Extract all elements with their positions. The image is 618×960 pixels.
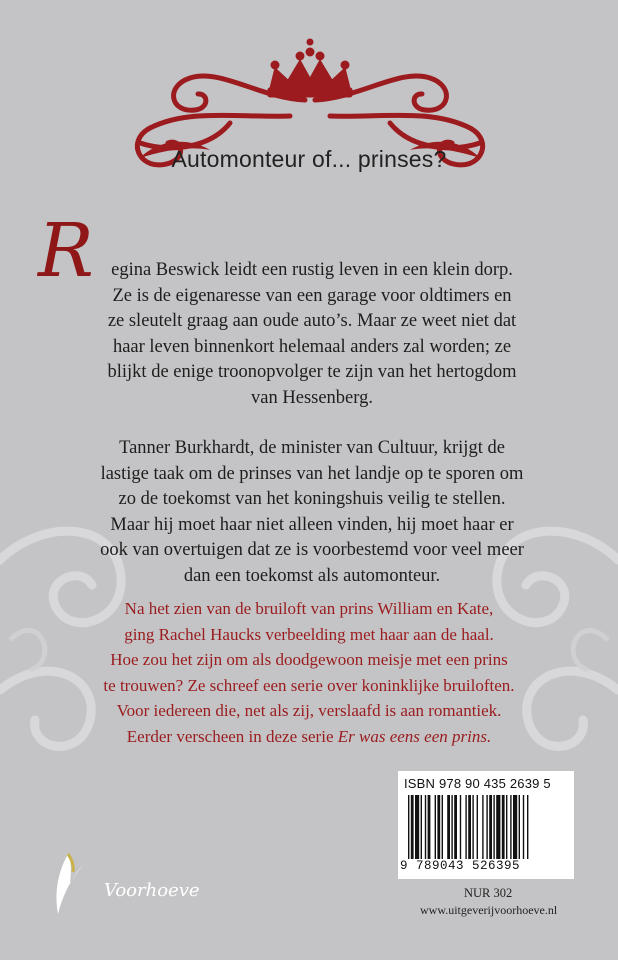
text-line: Na het zien van de bruiloft van prins William en Kate, <box>124 599 494 618</box>
text-line: ze sleutelt graag aan oude auto’s. Maar ze weet niet dat <box>107 311 517 331</box>
author-note <box>60 596 558 749</box>
text-line: haar leven binnenkort helemaal anders zal worden; ze <box>112 336 512 357</box>
drop-cap: R <box>38 208 94 294</box>
text-line: Voor iedereen die, net als zij, verslaafd is aan romantiek. <box>116 701 502 720</box>
text-line: Ze is de eigenaresse van een garage voor oldtimers en <box>112 285 512 306</box>
nur-code: NUR 302 <box>464 886 513 900</box>
isbn-label: ISBN 978 90 435 2639 5 <box>404 776 551 791</box>
isbn-barcode-box <box>398 771 574 879</box>
text-line: ook van overtuigen dat ze is voorbestemd voor veel meer <box>100 540 524 560</box>
text-line: ging Rachel Haucks verbeelding met haar aan de haal. <box>124 624 494 644</box>
text-line: lastige taak om de prinses van het landje op te sporen om <box>100 463 524 484</box>
text-line: Hoe zou het zijn om als doodgewoon meisje met een prins <box>110 650 508 669</box>
text-line: zo de toekomst van het koningshuis veilig te stellen. <box>118 489 506 509</box>
text-line: Tanner Burkhardt, de minister van Cultuur, krijgt de <box>119 438 505 458</box>
publisher-name: Voorhoeve <box>104 880 200 901</box>
text-line: egina Beswick leidt een rustig leven in een klein dorp. <box>111 260 513 280</box>
series-line <box>60 724 558 750</box>
publisher-logo <box>28 852 228 922</box>
text-line: te trouwen? Ze schreef een serie over koninklijke bruiloften. <box>103 675 515 695</box>
tagline: Automonteur of... prinses? <box>171 146 447 172</box>
crown-icon <box>268 39 352 97</box>
publisher-url: www.uitgeverijvoorhoeve.nl <box>420 903 558 917</box>
text-line: Maar hij moet haar niet alleen vinden, hij moet haar er <box>110 514 514 535</box>
feather-quill-icon <box>28 852 108 922</box>
text-line: van Hessenberg. <box>251 387 373 408</box>
barcode-digits: 9 789043 526395 <box>400 859 521 873</box>
text-line: dan een toekomst als automonteur. <box>183 565 441 586</box>
synopsis-paragraph-1 <box>38 208 554 411</box>
synopsis-paragraph-2 <box>70 436 554 589</box>
text-line: blijkt de enige troonopvolger te zijn van het hertogdom <box>107 362 517 382</box>
synopsis <box>38 208 554 589</box>
barcode <box>408 795 568 859</box>
series-prefix: Eerder verscheen in deze serie <box>126 726 338 746</box>
series-title: Er was eens een prins. <box>337 726 492 746</box>
